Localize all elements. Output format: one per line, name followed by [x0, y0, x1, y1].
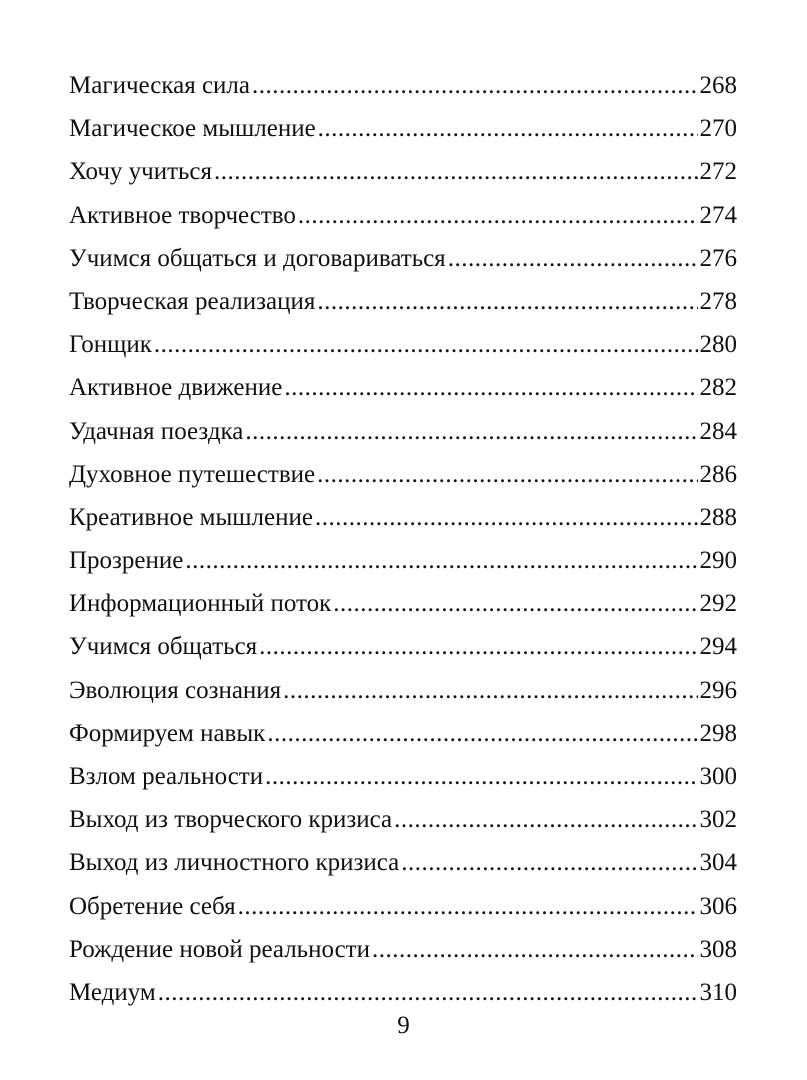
toc-entry-title: Гонщик	[69, 331, 152, 359]
toc-entry-title: Креативное мышление	[69, 503, 313, 531]
toc-entry[interactable]	[69, 323, 737, 366]
toc-entry-title: Выход из личностного кризиса	[69, 849, 400, 877]
toc-entry-title: Магическая сила	[69, 72, 251, 99]
toc-entry[interactable]	[69, 150, 737, 193]
toc-entry-page: 278	[699, 287, 737, 315]
toc-entry[interactable]	[69, 539, 737, 582]
toc-entry-page: 292	[699, 590, 737, 618]
toc-entry-title: Эволюция сознания	[69, 676, 282, 704]
toc-entry-page: 306	[699, 892, 737, 920]
toc-entry[interactable]	[69, 366, 737, 409]
toc-entry[interactable]	[69, 582, 737, 625]
toc-dot-leader	[333, 582, 697, 625]
toc-entry-title: Прозрение	[69, 547, 184, 575]
toc-entry-page: 270	[699, 115, 737, 143]
toc-entry-title: Рождение новой реальности	[69, 935, 370, 963]
toc-dot-leader	[252, 64, 697, 107]
toc-entry-title: Активное движение	[69, 374, 283, 402]
toc-dot-leader	[238, 885, 698, 928]
toc-entry[interactable]	[69, 885, 737, 928]
toc-entry-title: Медиум	[69, 978, 156, 1006]
toc-entry[interactable]	[69, 712, 737, 755]
toc-dot-leader	[448, 237, 698, 280]
toc-entry-page: 274	[699, 201, 737, 229]
toc-entry[interactable]	[69, 755, 737, 798]
toc-entry-title: Творческая реализация	[69, 287, 316, 315]
toc-dot-leader	[267, 712, 697, 755]
toc-entry-page: 286	[699, 460, 737, 488]
toc-dot-leader	[298, 194, 698, 237]
toc-entry-title: Учимся общаться и договариваться	[69, 244, 446, 272]
toc-entry[interactable]	[69, 928, 737, 971]
toc-entry-page: 304	[699, 849, 737, 877]
toc-entry-page: 294	[699, 633, 737, 661]
toc-entry[interactable]	[69, 237, 737, 280]
toc-dot-leader	[318, 107, 698, 150]
table-of-contents	[69, 64, 737, 1014]
page-number: 9	[397, 1012, 410, 1039]
toc-entry[interactable]	[69, 841, 737, 884]
toc-entry[interactable]	[69, 194, 737, 237]
toc-dot-leader	[394, 798, 697, 841]
toc-entry-title: Учимся общаться	[69, 633, 258, 661]
toc-entry-title: Активное творчество	[69, 201, 296, 229]
toc-entry-title: Выход из творческого кризиса	[69, 806, 393, 834]
toc-entry-page: 282	[699, 374, 737, 402]
toc-entry[interactable]	[69, 453, 737, 496]
toc-entry-page: 300	[699, 763, 737, 790]
toc-entry-page: 308	[699, 935, 737, 963]
toc-entry[interactable]	[69, 64, 737, 107]
toc-entry-page: 280	[699, 331, 737, 359]
toc-dot-leader	[315, 496, 698, 539]
toc-entry-title: Удачная поездка	[69, 417, 244, 445]
toc-entry-page: 298	[699, 719, 737, 747]
toc-entry-title: Взлом реальности	[69, 763, 264, 790]
toc-entry-page: 288	[699, 503, 737, 531]
toc-entry-title: Информационный поток	[69, 590, 332, 618]
toc-dot-leader	[245, 410, 697, 453]
toc-entry-title: Духовное путешествие	[69, 460, 316, 488]
toc-entry-title: Хочу учиться	[69, 158, 213, 186]
toc-entry[interactable]	[69, 798, 737, 841]
toc-dot-leader	[259, 625, 697, 668]
toc-entry[interactable]	[69, 496, 737, 539]
toc-dot-leader	[284, 366, 697, 409]
toc-dot-leader	[401, 841, 697, 884]
toc-entry[interactable]	[69, 280, 737, 323]
toc-entry-title: Формируем навык	[69, 719, 266, 747]
toc-entry-page: 302	[699, 806, 737, 834]
toc-entry[interactable]	[69, 669, 737, 712]
toc-dot-leader	[265, 755, 697, 798]
toc-entry-page: 272	[699, 158, 737, 186]
toc-entry-page: 284	[699, 417, 737, 445]
toc-entry-page: 268	[699, 72, 737, 99]
toc-entry-page: 276	[699, 244, 737, 272]
toc-entry[interactable]	[69, 625, 737, 668]
toc-entry-title: Обретение себя	[69, 892, 236, 920]
toc-entry[interactable]	[69, 107, 737, 150]
toc-entry-page: 310	[699, 978, 737, 1006]
toc-dot-leader	[185, 539, 697, 582]
toc-dot-leader	[154, 323, 698, 366]
toc-entry-title: Магическое мышление	[69, 115, 316, 143]
toc-entry[interactable]	[69, 971, 737, 1014]
toc-dot-leader	[158, 971, 698, 1014]
toc-entry[interactable]	[69, 410, 737, 453]
toc-dot-leader	[317, 453, 697, 496]
toc-dot-leader	[372, 928, 698, 971]
toc-entry-page: 296	[699, 676, 737, 704]
toc-dot-leader	[214, 150, 697, 193]
toc-entry-page: 290	[699, 547, 737, 575]
toc-dot-leader	[283, 669, 697, 712]
toc-dot-leader	[317, 280, 697, 323]
